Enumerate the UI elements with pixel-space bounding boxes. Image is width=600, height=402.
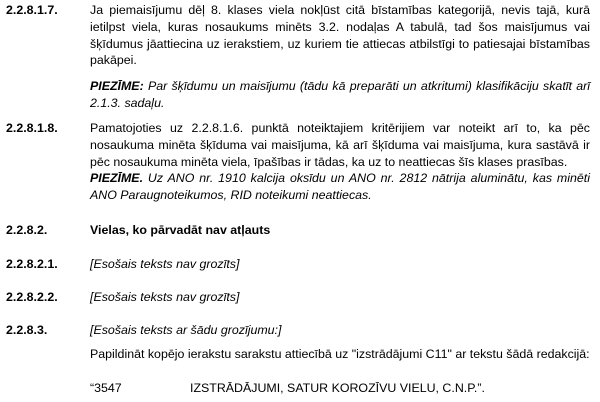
amendment-text: Papildināt kopējo ierakstu sarakstu attiecībā uz "izstrādājumi C11" ar tekstu šādā redakcijā: xyxy=(90,347,590,361)
section-heading: Vielas, ko pārvadāt nav atļauts xyxy=(90,223,271,237)
section-number: 2.2.8.2.1. xyxy=(6,257,58,271)
note-text: Par šķīdumu un maisījumu (tādu kā preparāti un atkritumi) klasifikāciju skatīt arī 2.1.3. sadaļu. xyxy=(90,79,590,110)
paragraph-text: Ja piemaisījumu dēļ 8. klases viela nokļūst citā bīstamības kategorijā, nevis tajā, kurā ietilpst viela, kuras nosaukums minēts 3.2. nodaļas A tabulā, tad šos maisījumus vai šķīdumus jāattiecina uz ierakstiem, uz kuriem tie attiecas atbilstīgi to patiesajai bīstamības pakāpei. xyxy=(90,3,590,68)
entry-description: IZSTRĀDĀJUMI, SATUR KOROZĪVU VIELU, C.N.P.”. xyxy=(190,381,485,395)
unchanged-note: [Esošais teksts nav grozīts] xyxy=(90,257,240,271)
note-label: PIEZĪME: xyxy=(90,79,144,94)
note-text: Uz ANO nr. 1910 kalcija oksīdu un ANO nr. 2812 nātrija aluminātu, kas minēti ANO Paraugnoteikumos, RID noteikumi neattiecas. xyxy=(90,171,590,203)
note xyxy=(90,170,590,204)
note-label: PIEZĪME. xyxy=(90,171,144,186)
section-number: 2.2.8.1.7. xyxy=(6,3,58,17)
note xyxy=(90,78,590,112)
section-body xyxy=(90,2,590,112)
amendment-note: [Esošais teksts ar šādu grozījumu:] xyxy=(90,323,282,337)
paragraph-text: Pamatojoties uz 2.2.8.1.6. punktā noteiktajiem kritērijiem var noteikt arī to, ka pēc nosaukuma minēta šķīduma vai maisījuma, kā arī šķīduma vai maisījuma, kura sastāvā ir pēc nosaukuma minēta viela, īpašības ir tādas, ka uz to neattiecas šīs klases prasības. xyxy=(90,121,590,169)
entry-un-number: “3547 xyxy=(90,381,122,395)
section-number: 2.2.8.2. xyxy=(6,223,48,237)
section-body xyxy=(90,120,590,204)
unchanged-note: [Esošais teksts nav grozīts] xyxy=(90,290,240,304)
section-number: 2.2.8.3. xyxy=(6,323,48,337)
section-number: 2.2.8.1.8. xyxy=(6,121,58,135)
section-number: 2.2.8.2.2. xyxy=(6,290,58,304)
